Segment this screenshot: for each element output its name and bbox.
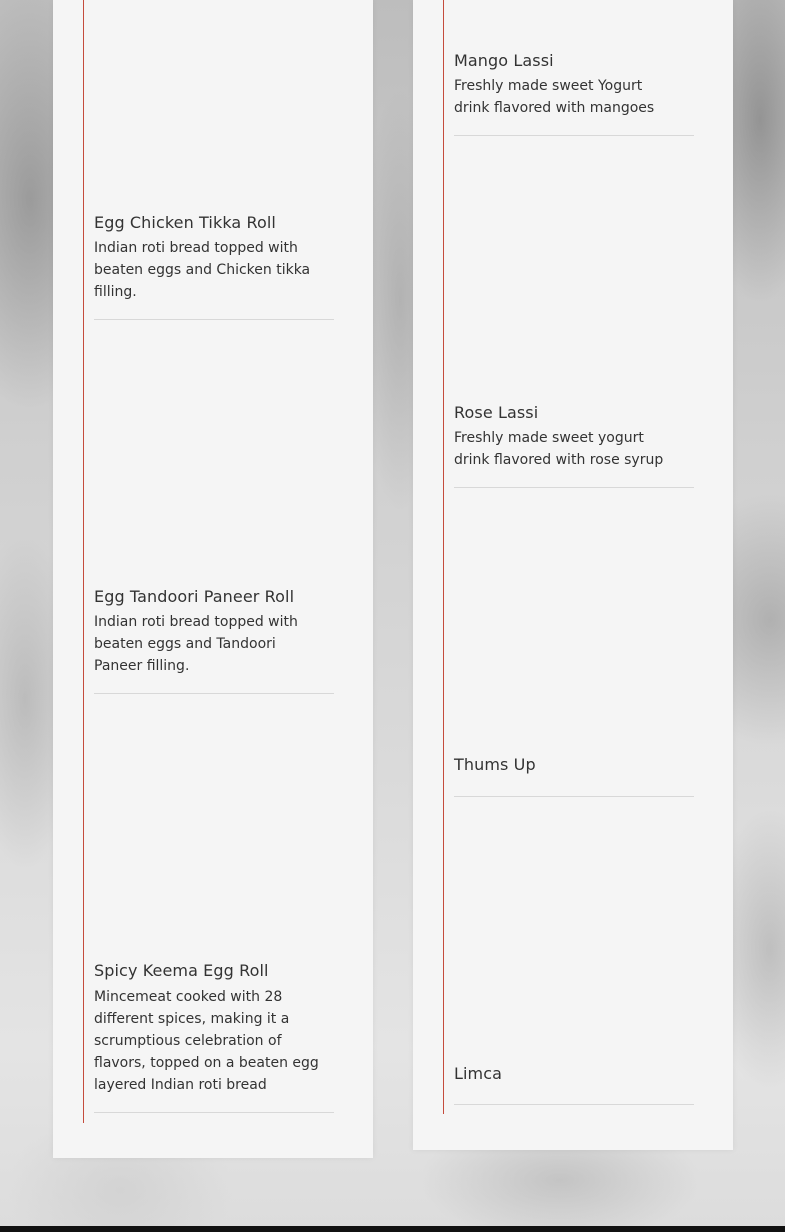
menu-item-description: Indian roti bread topped with beaten eggs and Tandoori Paneer filling. [94, 614, 298, 674]
menu-item[interactable] [454, 0, 694, 136]
menu-item[interactable] [454, 797, 694, 1105]
menu-item[interactable] [94, 320, 334, 694]
menu-item-description: Indian roti bread topped with beaten eggs and Chicken tikka filling. [94, 240, 311, 300]
accent-rule [83, 0, 84, 1123]
menu-item-name: Egg Chicken Tikka Roll [94, 213, 276, 232]
menu-item-name: Mango Lassi [454, 51, 554, 70]
menu-item-name: Thums Up [454, 755, 536, 774]
menu-item[interactable] [94, 694, 334, 1113]
bottom-bar [0, 1226, 785, 1232]
menu-item[interactable] [94, 0, 334, 320]
menu-card-left [53, 0, 373, 1158]
menu-item-description: Mincemeat cooked with 28 different spices, making it a scrumptious celebration of flavors, topped on a beaten egg layered Indian roti bread [94, 989, 319, 1093]
menu-item[interactable] [454, 136, 694, 488]
menu-card-right [413, 0, 733, 1150]
menu-item-description: Freshly made sweet Yogurt drink flavored with mangoes [454, 78, 655, 116]
menu-item-name: Limca [454, 1064, 503, 1083]
menu-item[interactable] [454, 488, 694, 797]
menu-item-name: Spicy Keema Egg Roll [94, 961, 269, 980]
menu-item-name: Egg Tandoori Paneer Roll [94, 587, 295, 606]
accent-rule [443, 0, 444, 1114]
menu-item-description: Freshly made sweet yogurt drink flavored with rose syrup [454, 430, 664, 468]
menu-item-name: Rose Lassi [454, 403, 539, 422]
